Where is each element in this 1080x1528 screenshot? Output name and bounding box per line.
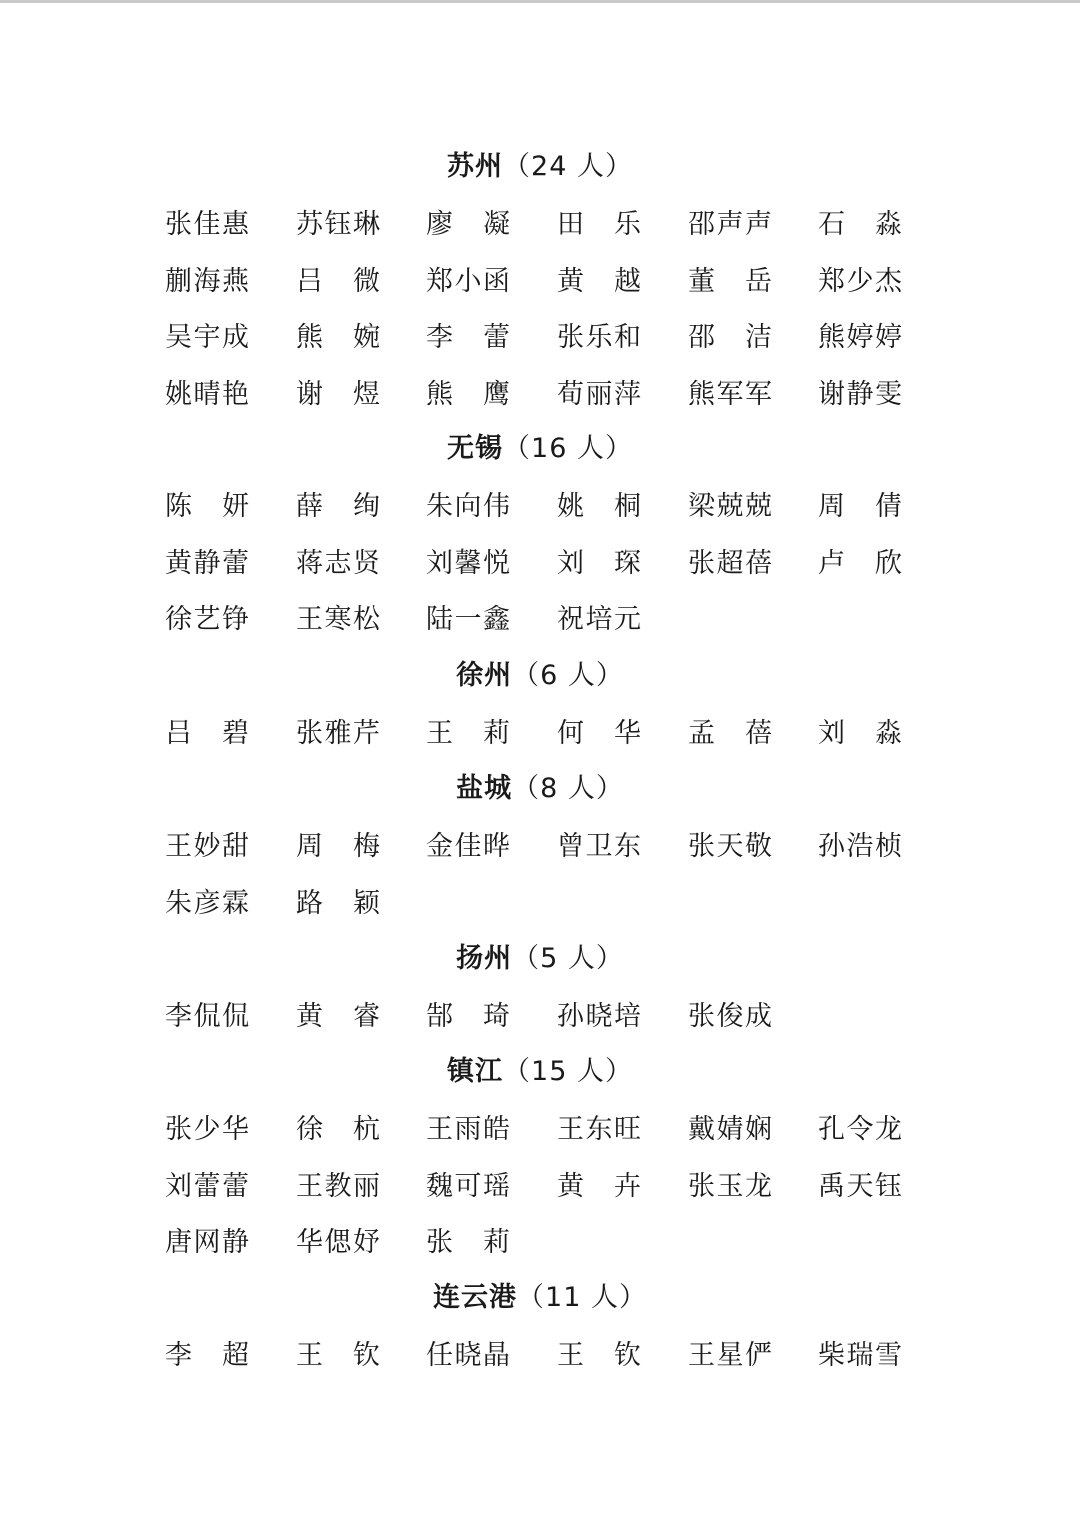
- name-row: [165, 205, 925, 245]
- person-name: 孙 浩 桢: [818, 831, 902, 862]
- section-heading: [0, 658, 1080, 694]
- person-name: 谢 煜: [296, 379, 380, 411]
- person-name: 张 莉: [426, 1227, 510, 1259]
- person-name: 梁 兢 兢: [688, 491, 772, 522]
- person-name: 张 佳 惠: [165, 209, 249, 240]
- section-heading: [0, 149, 1080, 185]
- person-name: 朱 彦 霖: [165, 887, 249, 919]
- person-name: 祝 培 元: [557, 604, 641, 636]
- section-city: 扬州: [456, 943, 513, 974]
- person-name: 薛 绚: [296, 491, 380, 522]
- person-name: 孔 令 龙: [818, 1114, 902, 1145]
- person-name: 邵 声 声: [688, 209, 772, 240]
- person-name: 张 少 华: [165, 1114, 249, 1145]
- name-row: [165, 375, 925, 415]
- person-name: 徐 艺 铮: [165, 604, 249, 636]
- name-row: [165, 1167, 925, 1207]
- person-name: 孟 蓓: [688, 718, 772, 749]
- person-name: 张 雅 芹: [296, 718, 380, 749]
- person-name: 荀 丽 萍: [557, 379, 641, 411]
- person-name: 卢 欣: [818, 547, 902, 579]
- person-name: 刘 淼: [818, 718, 902, 749]
- person-name: 王 雨 皓: [426, 1114, 510, 1145]
- section-heading: [0, 771, 1080, 807]
- name-row: [165, 827, 925, 867]
- person-name: 陈 妍: [165, 491, 249, 522]
- section-heading: [0, 431, 1080, 467]
- person-name: 周 倩: [818, 491, 902, 522]
- name-row: [165, 262, 925, 302]
- person-name: 姚 桐: [557, 491, 641, 522]
- person-name: 任 晓 晶: [426, 1340, 510, 1371]
- person-name: 张 玉 龙: [688, 1170, 772, 1202]
- person-name: 王 钦: [296, 1340, 380, 1371]
- person-name: 黄 卉: [557, 1170, 641, 1202]
- section-count: （8 人）: [512, 773, 624, 804]
- section-heading: [0, 941, 1080, 977]
- person-name: 熊 鹰: [426, 379, 510, 411]
- person-name: 谢 静 雯: [818, 379, 902, 411]
- person-name: 华 偲 妤: [296, 1227, 380, 1259]
- person-name: 石 淼: [818, 209, 902, 240]
- person-name: 王 莉: [426, 718, 510, 749]
- name-row: [165, 884, 925, 924]
- name-row: [165, 1110, 925, 1150]
- person-name: 周 梅: [296, 831, 380, 862]
- person-name: 刘 琛: [557, 547, 641, 579]
- person-name: 熊 军 军: [688, 379, 772, 411]
- name-row: [165, 1223, 925, 1263]
- person-name: 刘 馨 悦: [426, 547, 510, 579]
- section-count: （15 人）: [503, 1056, 633, 1087]
- person-name: 蒋 志 贤: [296, 547, 380, 579]
- person-name: 董 岳: [688, 265, 772, 297]
- section-count: （24 人）: [503, 151, 633, 182]
- section-city: 无锡: [447, 433, 504, 464]
- name-row: [165, 714, 925, 754]
- person-name: 黄 睿: [296, 1001, 380, 1032]
- person-name: 苏 钰 琳: [296, 209, 380, 240]
- person-name: 张 超 蓓: [688, 547, 772, 579]
- person-name: 王 妙 甜: [165, 831, 249, 862]
- person-name: 魏 可 瑶: [426, 1170, 510, 1202]
- person-name: 吕 微: [296, 265, 380, 297]
- section-city: 镇江: [447, 1056, 504, 1087]
- person-name: 张 俊 成: [688, 1001, 772, 1032]
- name-row: [165, 318, 925, 358]
- person-name: 王 寒 松: [296, 604, 380, 636]
- name-row: [165, 544, 925, 584]
- person-name: 张 乐 和: [557, 322, 641, 354]
- person-name: 熊 婷 婷: [818, 322, 902, 354]
- person-name: 郑 少 杰: [818, 265, 902, 297]
- person-name: 曾 卫 东: [557, 831, 641, 862]
- person-name: 姚 晴 艳: [165, 379, 249, 411]
- name-row: [165, 600, 925, 640]
- section-heading: [0, 1280, 1080, 1316]
- person-name: 刘 蕾 蕾: [165, 1170, 249, 1202]
- person-name: 吴 宇 成: [165, 322, 249, 354]
- person-name: 邵 洁: [688, 322, 772, 354]
- person-name: 张 天 敬: [688, 831, 772, 862]
- person-name: 田 乐: [557, 209, 641, 240]
- person-name: 孙 晓 培: [557, 1001, 641, 1032]
- person-name: 路 颖: [296, 887, 380, 919]
- person-name: 王 钦: [557, 1340, 641, 1371]
- person-name: 黄 越: [557, 265, 641, 297]
- person-name: 李 蕾: [426, 322, 510, 354]
- person-name: 禹 天 钰: [818, 1170, 902, 1202]
- section-count: （16 人）: [503, 433, 633, 464]
- person-name: 蒯 海 燕: [165, 265, 249, 297]
- person-name: 王 东 旺: [557, 1114, 641, 1145]
- person-name: 郜 琦: [426, 1001, 510, 1032]
- person-name: 王 星 俨: [688, 1340, 772, 1371]
- person-name: 郑 小 函: [426, 265, 510, 297]
- section-city: 盐城: [456, 773, 513, 804]
- name-row: [165, 487, 925, 527]
- section-count: （5 人）: [512, 943, 624, 974]
- person-name: 吕 碧: [165, 718, 249, 749]
- section-city: 徐州: [456, 660, 513, 691]
- section-city: 苏州: [447, 151, 504, 182]
- section-city: 连云港: [433, 1282, 518, 1313]
- section-heading: [0, 1054, 1080, 1090]
- section-count: （11 人）: [517, 1282, 647, 1313]
- person-name: 唐 网 静: [165, 1227, 249, 1259]
- person-name: 王 教 丽: [296, 1170, 380, 1202]
- person-name: 李 侃 侃: [165, 1001, 249, 1032]
- person-name: 金 佳 晔: [426, 831, 510, 862]
- section-count: （6 人）: [512, 660, 624, 691]
- name-row: [165, 997, 925, 1037]
- person-name: 李 超: [165, 1340, 249, 1371]
- person-name: 戴 婧 娴: [688, 1114, 772, 1145]
- person-name: 朱 向 伟: [426, 491, 510, 522]
- person-name: 徐 杭: [296, 1114, 380, 1145]
- person-name: 陆 一 鑫: [426, 604, 510, 636]
- person-name: 柴 瑞 雪: [818, 1340, 902, 1371]
- person-name: 黄 静 蕾: [165, 547, 249, 579]
- person-name: 熊 婉: [296, 322, 380, 354]
- person-name: 何 华: [557, 718, 641, 749]
- person-name: 廖 凝: [426, 209, 510, 240]
- name-row: [165, 1336, 925, 1376]
